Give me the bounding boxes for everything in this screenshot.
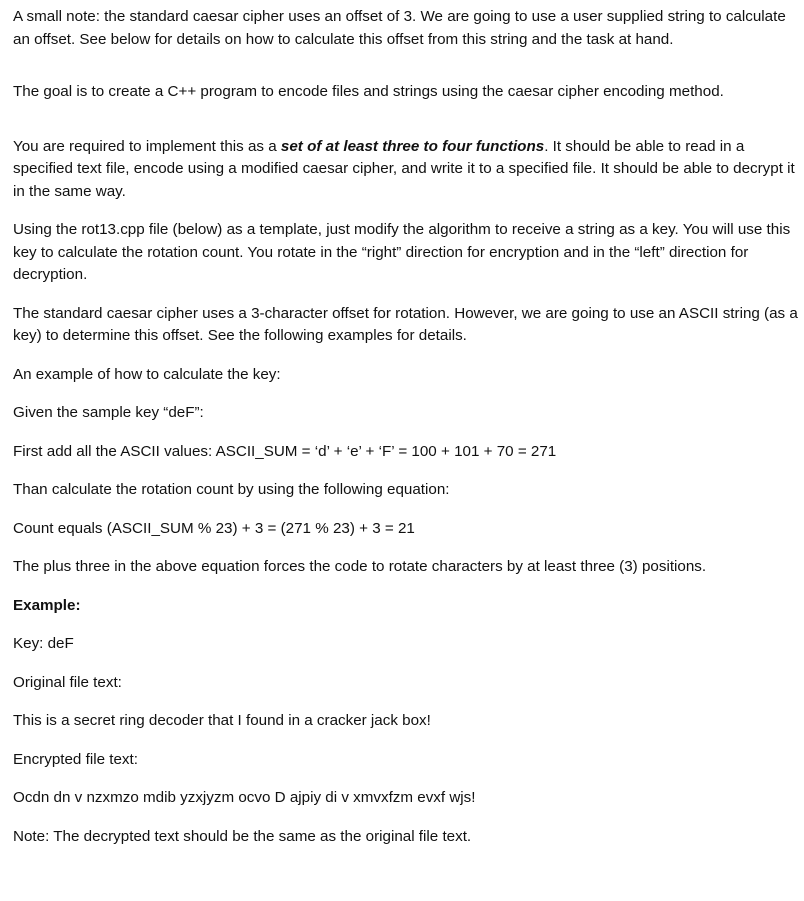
encrypted-text-value: Ocdn dn v nzxmzo mdib yzxjyzm ocvo D ajpiy di v xmvxfzm evxf wjs!: [13, 789, 476, 806]
intro-note-paragraph: A small note: the standard caesar cipher uses an offset of 3. We are going to use a user supplied string to calculate an offset. See below for details on how to calculate this offset from this string and the task at hand.: [13, 8, 786, 48]
template-paragraph: Using the rot13.cpp file (below) as a template, just modify the algorithm to receive a string as a key. You will use this key to calculate the rotation count. You rotate in the “right” direction for encryption and in the “left” direction for decryption.: [13, 221, 791, 283]
example-heading: Example:: [13, 596, 81, 614]
decryption-note: Note: The decrypted text should be the same as the original file text.: [13, 827, 472, 845]
original-text-value: This is a secret ring decoder that I found in a cracker jack box!: [13, 712, 431, 729]
goal-paragraph: The goal is to create a C++ program to encode files and strings using the caesar cipher encoding method.: [13, 83, 724, 100]
requirements-emphasis: set of at least three to four functions: [280, 137, 545, 155]
original-text-label: Original file text:: [13, 673, 122, 691]
ascii-sum-line: First add all the ASCII values: ASCII_SUM = ‘d’ + ‘e’ + ‘F’ = 100 + 101 + 70 = 271: [13, 442, 557, 460]
ascii-key-paragraph: The standard caesar cipher uses a 3-character offset for rotation. However, we are going to use an ASCII string (as a key) to determine this offset. See the following examples for details.: [13, 304, 798, 344]
requirements-text-start: You are required to implement this as a: [13, 137, 281, 155]
rotation-count-equation: Count equals (ASCII_SUM % 23) + 3 = (271 % 23) + 3 = 21: [13, 519, 415, 537]
example-key-line: Key: deF: [13, 635, 74, 652]
sample-key-line: Given the sample key “deF”:: [13, 404, 204, 421]
requirements-text-end: . It should be able to read in a specified text file, encode using a modified caesar cipher, and write it to a specified file. It should be able to decrypt it in the same way.: [13, 137, 795, 200]
requirements-paragraph: [13, 136, 801, 204]
plus-three-note: The plus three in the above equation forces the code to rotate characters by at least three (3) positions.: [13, 558, 707, 575]
encrypted-text-label: Encrypted file text:: [13, 750, 138, 768]
key-example-heading: An example of how to calculate the key:: [13, 365, 281, 383]
document-body: [13, 6, 801, 864]
rotation-count-intro: Than calculate the rotation count by using the following equation:: [13, 481, 450, 498]
